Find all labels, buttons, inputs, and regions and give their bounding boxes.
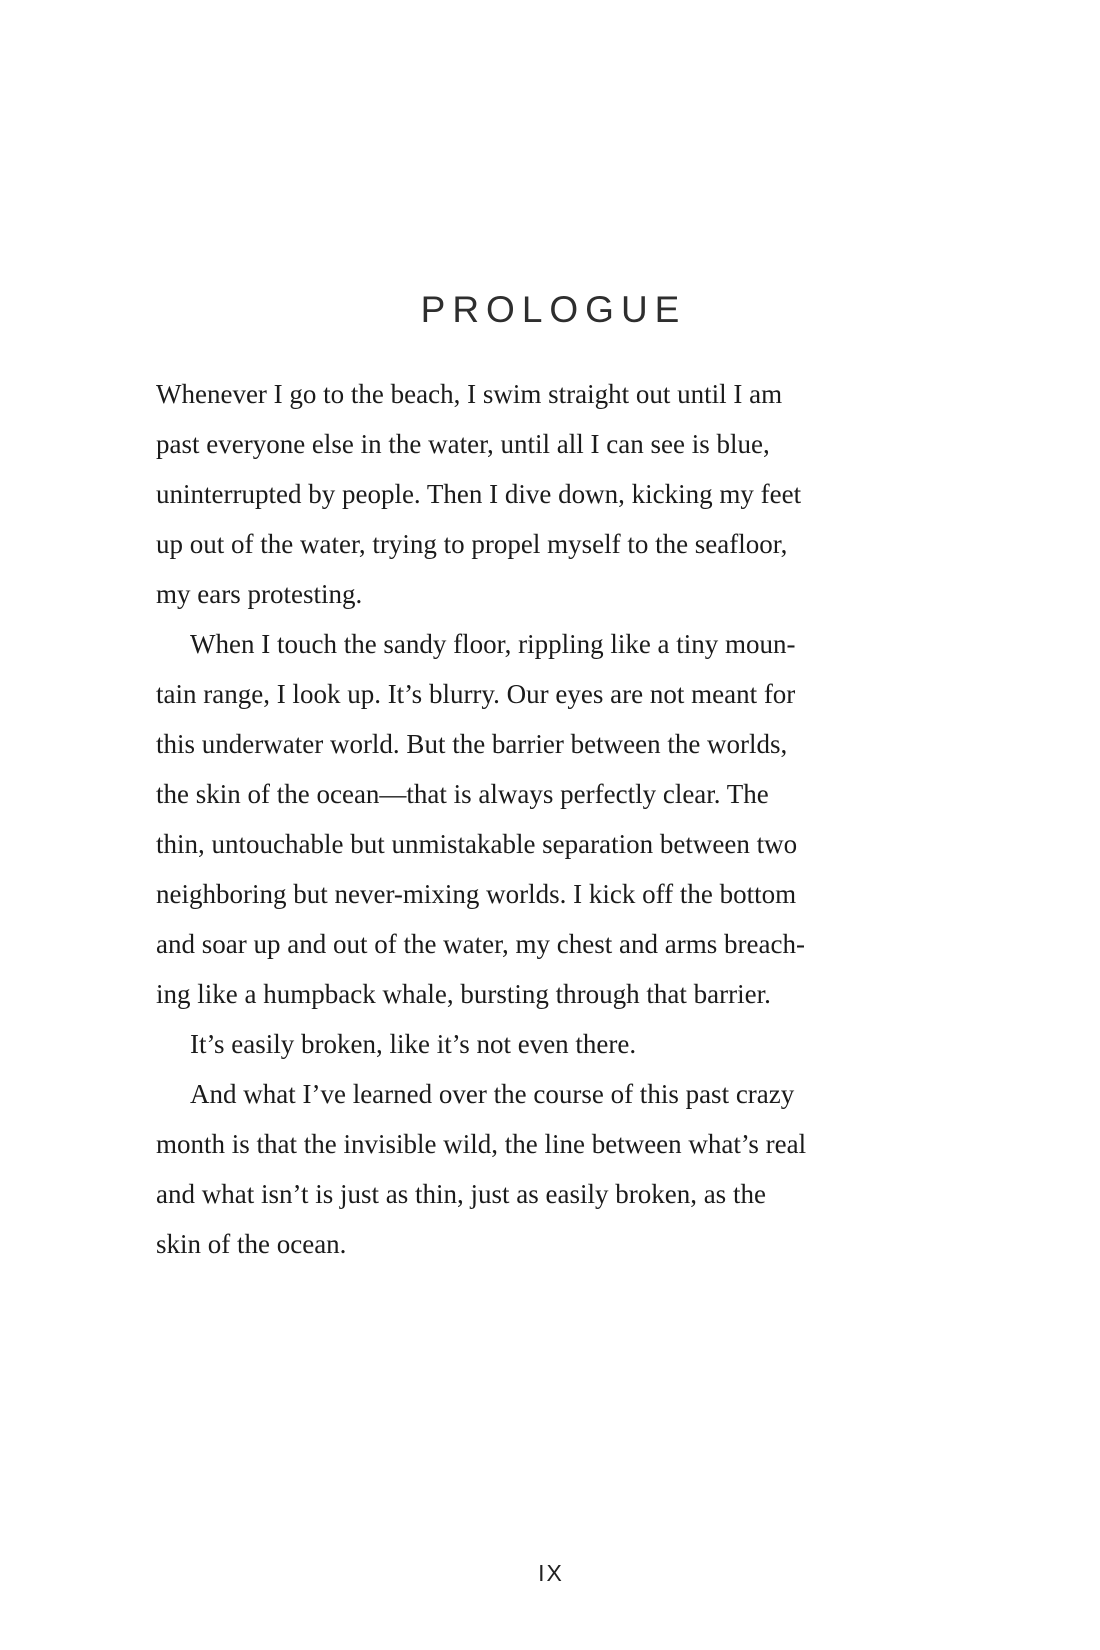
text-line: uninterrupted by people. Then I dive down, kicking my feet	[156, 479, 802, 509]
text-line: thin, untouchable but unmistakable separation between two	[156, 829, 798, 859]
paragraph	[156, 619, 946, 1019]
text-line: It’s easily broken, like it’s not even there.	[190, 1029, 637, 1059]
paragraph	[156, 1019, 946, 1069]
text-line: my ears protesting.	[156, 579, 363, 609]
text-line: neighboring but never-mixing worlds. I kick off the bottom	[156, 879, 797, 909]
text-line: tain range, I look up. It’s blurry. Our eyes are not meant for	[156, 679, 796, 709]
text-line: and what isn’t is just as thin, just as easily broken, as the	[156, 1179, 766, 1209]
text-line: past everyone else in the water, until all I can see is blue,	[156, 429, 770, 459]
text-line: skin of the ocean.	[156, 1229, 347, 1259]
text-line: the skin of the ocean—that is always perfectly clear. The	[156, 779, 769, 809]
text-line: And what I’ve learned over the course of this past crazy	[190, 1079, 795, 1109]
body-text	[156, 369, 946, 1269]
chapter-title: PROLOGUE	[420, 289, 687, 330]
text-line: this underwater world. But the barrier between the worlds,	[156, 729, 788, 759]
paragraph	[156, 369, 946, 619]
text-line: ing like a humpback whale, bursting through that barrier.	[156, 979, 771, 1009]
text-line: and soar up and out of the water, my chest and arms breach-	[156, 929, 805, 959]
text-line: month is that the invisible wild, the line between what’s real	[156, 1129, 807, 1159]
page-number: IX	[538, 1560, 564, 1586]
text-line: Whenever I go to the beach, I swim straight out until I am	[156, 379, 783, 409]
paragraph	[156, 1069, 946, 1269]
text-line: up out of the water, trying to propel myself to the seafloor,	[156, 529, 788, 559]
text-line: When I touch the sandy floor, rippling like a tiny moun-	[190, 629, 796, 659]
